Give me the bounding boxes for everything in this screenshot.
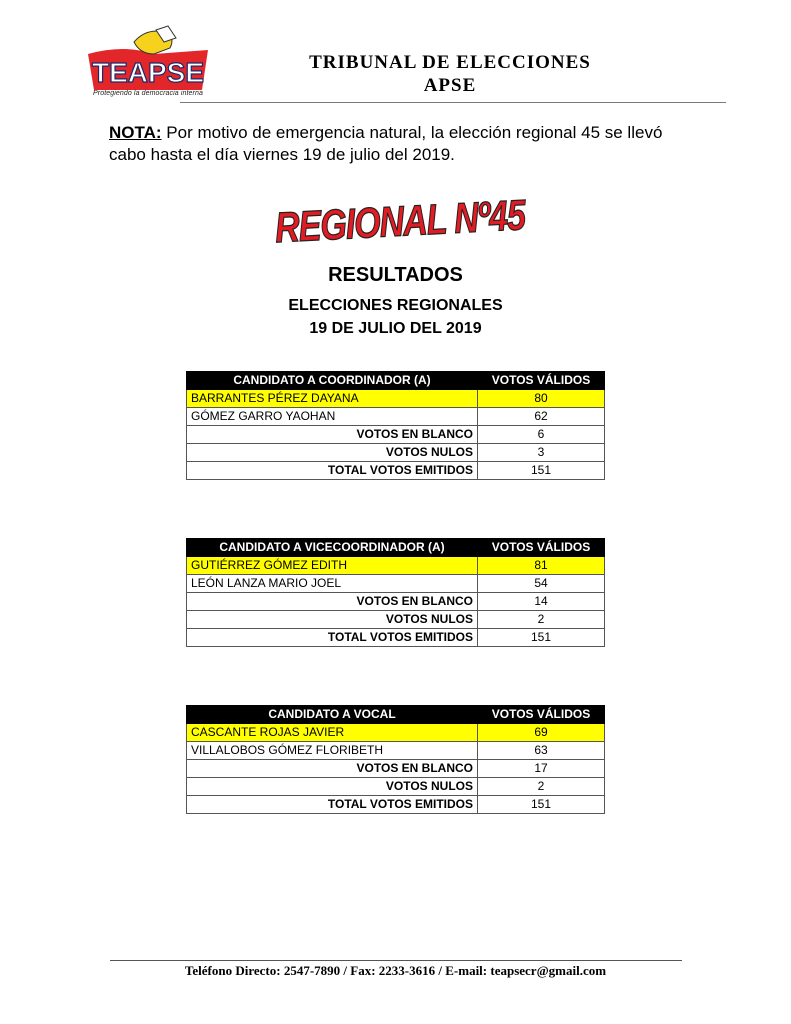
- table-row: [187, 742, 605, 760]
- summary-label: VOTOS NULOS: [187, 444, 478, 462]
- summary-label: TOTAL VOTOS EMITIDOS: [187, 462, 478, 480]
- ballot-hand-icon: [84, 24, 212, 94]
- table-row-null-votes: [187, 778, 605, 796]
- table-row-total: [187, 462, 605, 480]
- table-header-row: [187, 706, 605, 724]
- header-title-line1: TRIBUNAL DE ELECCIONES: [309, 52, 591, 73]
- nota-paragraph: [109, 122, 689, 166]
- candidate-name: GUTIÉRREZ GÓMEZ EDITH: [187, 557, 478, 575]
- candidate-votes: 69: [478, 724, 605, 742]
- table-header-row: [187, 372, 605, 390]
- table-header-votes: VOTOS VÁLIDOS: [478, 372, 605, 390]
- summary-value: 14: [478, 593, 605, 611]
- table-header-votes: VOTOS VÁLIDOS: [478, 706, 605, 724]
- table-row-blank-votes: [187, 760, 605, 778]
- table-row: [187, 408, 605, 426]
- table-row-winner: [187, 557, 605, 575]
- candidate-votes: 54: [478, 575, 605, 593]
- candidate-name: BARRANTES PÉREZ DAYANA: [187, 390, 478, 408]
- summary-value: 17: [478, 760, 605, 778]
- header-rule: [180, 102, 726, 103]
- summary-value: 151: [478, 629, 605, 647]
- table-header-candidate: CANDIDATO A VOCAL: [187, 706, 478, 724]
- candidate-votes: 62: [478, 408, 605, 426]
- logo-tagline: Protegiendo la democracia interna: [93, 90, 203, 97]
- regional-heading: [273, 191, 527, 253]
- summary-label: VOTOS EN BLANCO: [187, 760, 478, 778]
- table-row-blank-votes: [187, 426, 605, 444]
- candidate-name: VILLALOBOS GÓMEZ FLORIBETH: [187, 742, 478, 760]
- candidate-name: GÓMEZ GARRO YAOHAN: [187, 408, 478, 426]
- regional-text: REGIONAL Nº45: [273, 191, 527, 253]
- summary-label: TOTAL VOTOS EMITIDOS: [187, 629, 478, 647]
- logo-text: TEAPSE: [91, 57, 205, 88]
- candidate-name: CASCANTE ROJAS JAVIER: [187, 724, 478, 742]
- table-row-blank-votes: [187, 593, 605, 611]
- summary-value: 151: [478, 796, 605, 814]
- summary-label: VOTOS EN BLANCO: [187, 426, 478, 444]
- summary-value: 2: [478, 611, 605, 629]
- summary-value: 151: [478, 462, 605, 480]
- table-row-winner: [187, 724, 605, 742]
- candidate-votes: 81: [478, 557, 605, 575]
- candidate-votes: 63: [478, 742, 605, 760]
- table-row: [187, 575, 605, 593]
- nota-text: Por motivo de emergencia natural, la elección regional 45 se llevó cabo hasta el día viernes 19 de julio del 2019.: [109, 123, 663, 164]
- table-header-votes: VOTOS VÁLIDOS: [478, 539, 605, 557]
- table-header-candidate: CANDIDATO A COORDINADOR (A): [187, 372, 478, 390]
- candidate-name: LEÓN LANZA MARIO JOEL: [187, 575, 478, 593]
- results-table-vicecoordinador: [186, 538, 605, 647]
- results-table-vocal: [186, 705, 605, 814]
- summary-value: 3: [478, 444, 605, 462]
- summary-label: VOTOS NULOS: [187, 611, 478, 629]
- summary-label: TOTAL VOTOS EMITIDOS: [187, 796, 478, 814]
- summary-label: VOTOS NULOS: [187, 778, 478, 796]
- summary-value: 6: [478, 426, 605, 444]
- candidate-votes: 80: [478, 390, 605, 408]
- results-date: 19 DE JULIO DEL 2019: [309, 320, 482, 337]
- results-table-coordinador: [186, 371, 605, 480]
- nota-label: NOTA:: [109, 123, 162, 142]
- footer-contact: Teléfono Directo: 2547-7890 / Fax: 2233-3616 / E-mail: teapsecr@gmail.com: [184, 963, 607, 978]
- table-row-null-votes: [187, 444, 605, 462]
- table-row-total: [187, 629, 605, 647]
- summary-label: VOTOS EN BLANCO: [187, 593, 478, 611]
- results-subtitle: ELECCIONES REGIONALES: [288, 297, 503, 314]
- table-header-row: [187, 539, 605, 557]
- table-row-null-votes: [187, 611, 605, 629]
- table-row-total: [187, 796, 605, 814]
- table-row-winner: [187, 390, 605, 408]
- summary-value: 2: [478, 778, 605, 796]
- results-title: RESULTADOS: [328, 264, 463, 286]
- table-header-candidate: CANDIDATO A VICECOORDINADOR (A): [187, 539, 478, 557]
- header-title-line2: APSE: [423, 75, 477, 96]
- footer-rule: [110, 960, 682, 961]
